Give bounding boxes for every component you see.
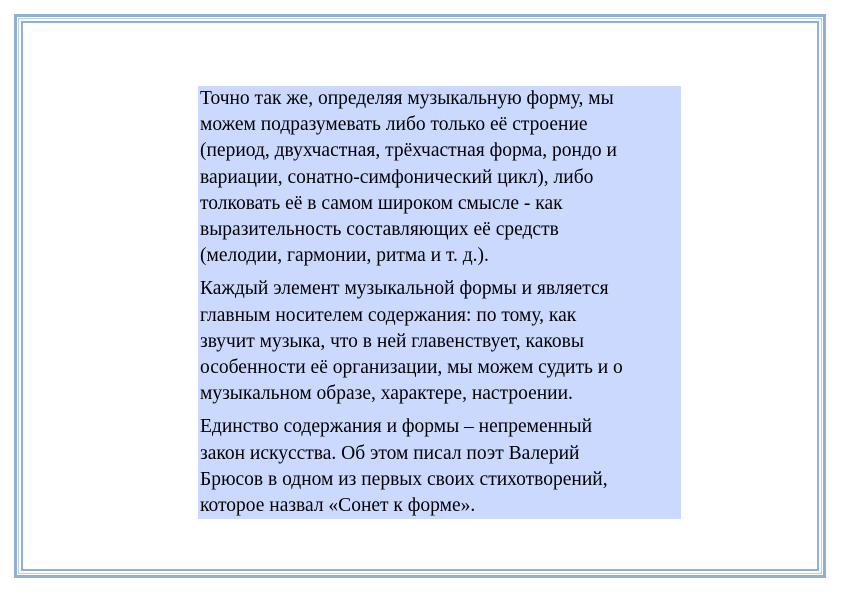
text-line: закон искусства. Об этом писал поэт Валерий — [200, 442, 580, 464]
text-line: вариации, сонатно-симфонический цикл), либо — [200, 166, 594, 188]
text-line: которое назвал «Сонет к форме». — [200, 495, 476, 517]
text-line: можем подразумевать либо только её строение — [200, 114, 588, 136]
text-line: Брюсов в одном из первых своих стихотворений, — [200, 468, 608, 490]
paragraph-3 — [200, 414, 681, 519]
text-line: Единство содержания и формы – непременный — [200, 416, 593, 438]
text-line: толковать её в самом широком смысле - как — [200, 192, 563, 214]
text-line: Каждый элемент музыкальной формы и является — [200, 278, 609, 300]
paragraph-2 — [200, 276, 681, 407]
text-line: музыкальном образе, характере, настроении. — [200, 383, 573, 405]
text-box — [198, 86, 681, 519]
text-line: (мелодии, гармонии, ритма и т. д.). — [200, 245, 489, 267]
text-line: особенности её организации, мы можем судить и о — [200, 357, 623, 379]
paragraph-1 — [200, 86, 681, 269]
text-line: выразительность составляющих её средств — [200, 219, 559, 241]
text-line: главным носителем содержания: по тому, как — [200, 304, 577, 326]
text-line: Точно так же, определяя музыкальную форму, мы — [200, 88, 614, 109]
text-line: звучит музыка, что в ней главенствует, каковы — [200, 330, 584, 352]
text-line: (период, двухчастная, трёхчастная форма, рондо и — [200, 140, 617, 162]
